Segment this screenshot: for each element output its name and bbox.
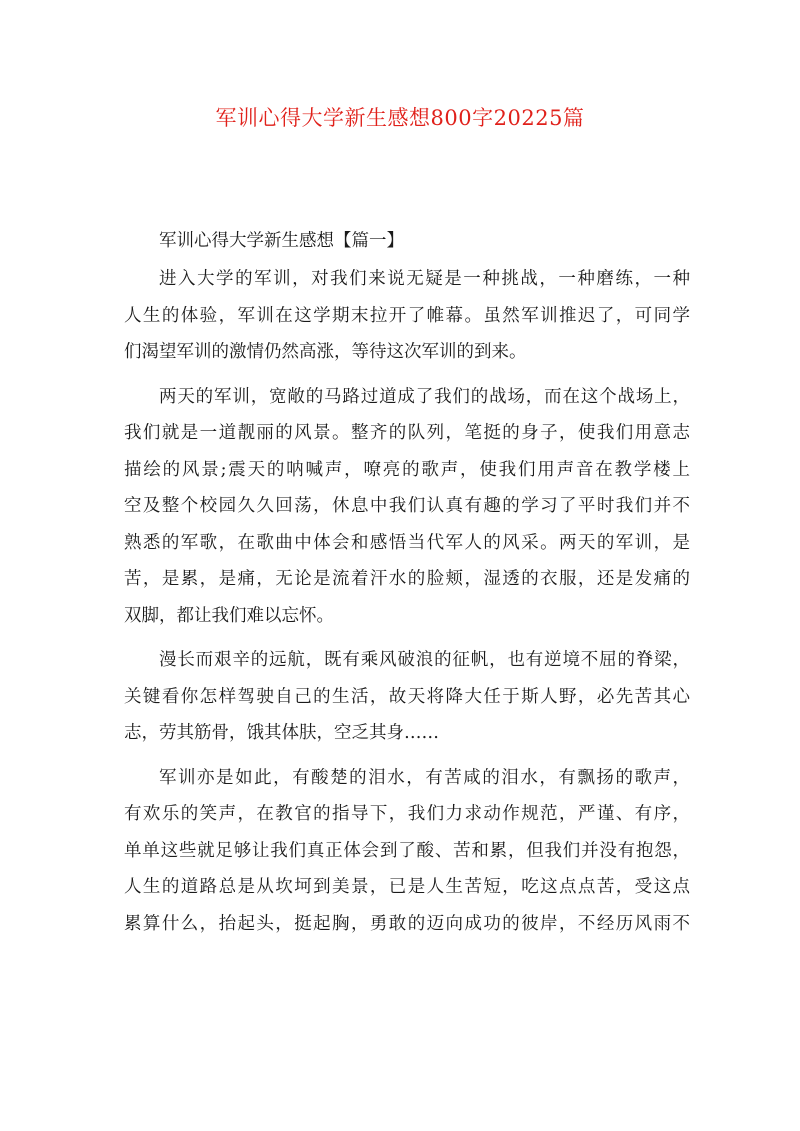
paragraph-line: 空及整个校园久久回荡，休息中我们认真有趣的学习了平时我们并不 (124, 496, 690, 516)
paragraph-line: 单单这些就足够让我们真正体会到了酸、苦和累，但我们并没有抱怨， (124, 840, 690, 861)
paragraph-line: 进入大学的军训，对我们来说无疑是一种挑战，一种磨练，一种 (159, 269, 690, 289)
paragraph-line: 累算什么，抬起头，挺起胸，勇敢的迈向成功的彼岸，不经历风雨不 (124, 913, 690, 934)
paragraph-line: 苦，是累，是痛，无论是流着汗水的脸颊，湿透的衣服，还是发痛的 (124, 569, 690, 589)
paragraph-line: 漫长而艰辛的远航，既有乘风破浪的征帆，也有逆境不屈的脊梁， (159, 650, 690, 670)
paragraph-line: 描绘的风景;震天的呐喊声，嘹亮的歌声，使我们用声音在教学楼上 (124, 459, 690, 480)
paragraph (124, 379, 690, 635)
paragraph (124, 760, 690, 943)
paragraph-line: 军训亦是如此，有酸楚的泪水，有苦咸的泪水，有飘扬的歌声， (159, 767, 690, 788)
paragraph-line: 两天的军训，宽敞的马路过道成了我们的战场，而在这个战场上， (159, 386, 690, 407)
document-body (124, 226, 690, 950)
paragraph (124, 642, 690, 752)
paragraph-line: 熟悉的军歌，在歌曲中体会和感悟当代军人的风采。两天的军训，是 (124, 532, 690, 553)
paragraph-line: 志，劳其筋骨，饿其体肤，空乏其身…… (124, 723, 439, 743)
paragraph-line: 双脚，都让我们难以忘怀。 (124, 605, 334, 626)
document-title: 军训心得大学新生感想800字20225篇 (215, 106, 585, 130)
paragraph-line: 我们就是一道靓丽的风景。整齐的队列，笔挺的身子，使我们用意志 (124, 423, 690, 443)
paragraph-line: 有欢乐的笑声，在教官的指导下，我们力求动作规范，严谨、有序， (124, 804, 690, 824)
paragraph (124, 261, 690, 371)
paragraph-line: 人生的道路总是从坎坷到美景，已是人生苦短，吃这点点苦，受这点 (124, 877, 690, 897)
paragraph-line: 关键看你怎样驾驶自己的生活，故天将降大任于斯人野，必先苦其心 (124, 686, 690, 707)
section-heading: 军训心得大学新生感想【篇一】 (159, 231, 404, 251)
paragraph-line: 们渴望军训的激情仍然高涨，等待这次军训的到来。 (124, 342, 527, 362)
paragraph-line: 人生的体验，军训在这学期末拉开了帷幕。虽然军训推迟了，可同学 (124, 305, 690, 326)
